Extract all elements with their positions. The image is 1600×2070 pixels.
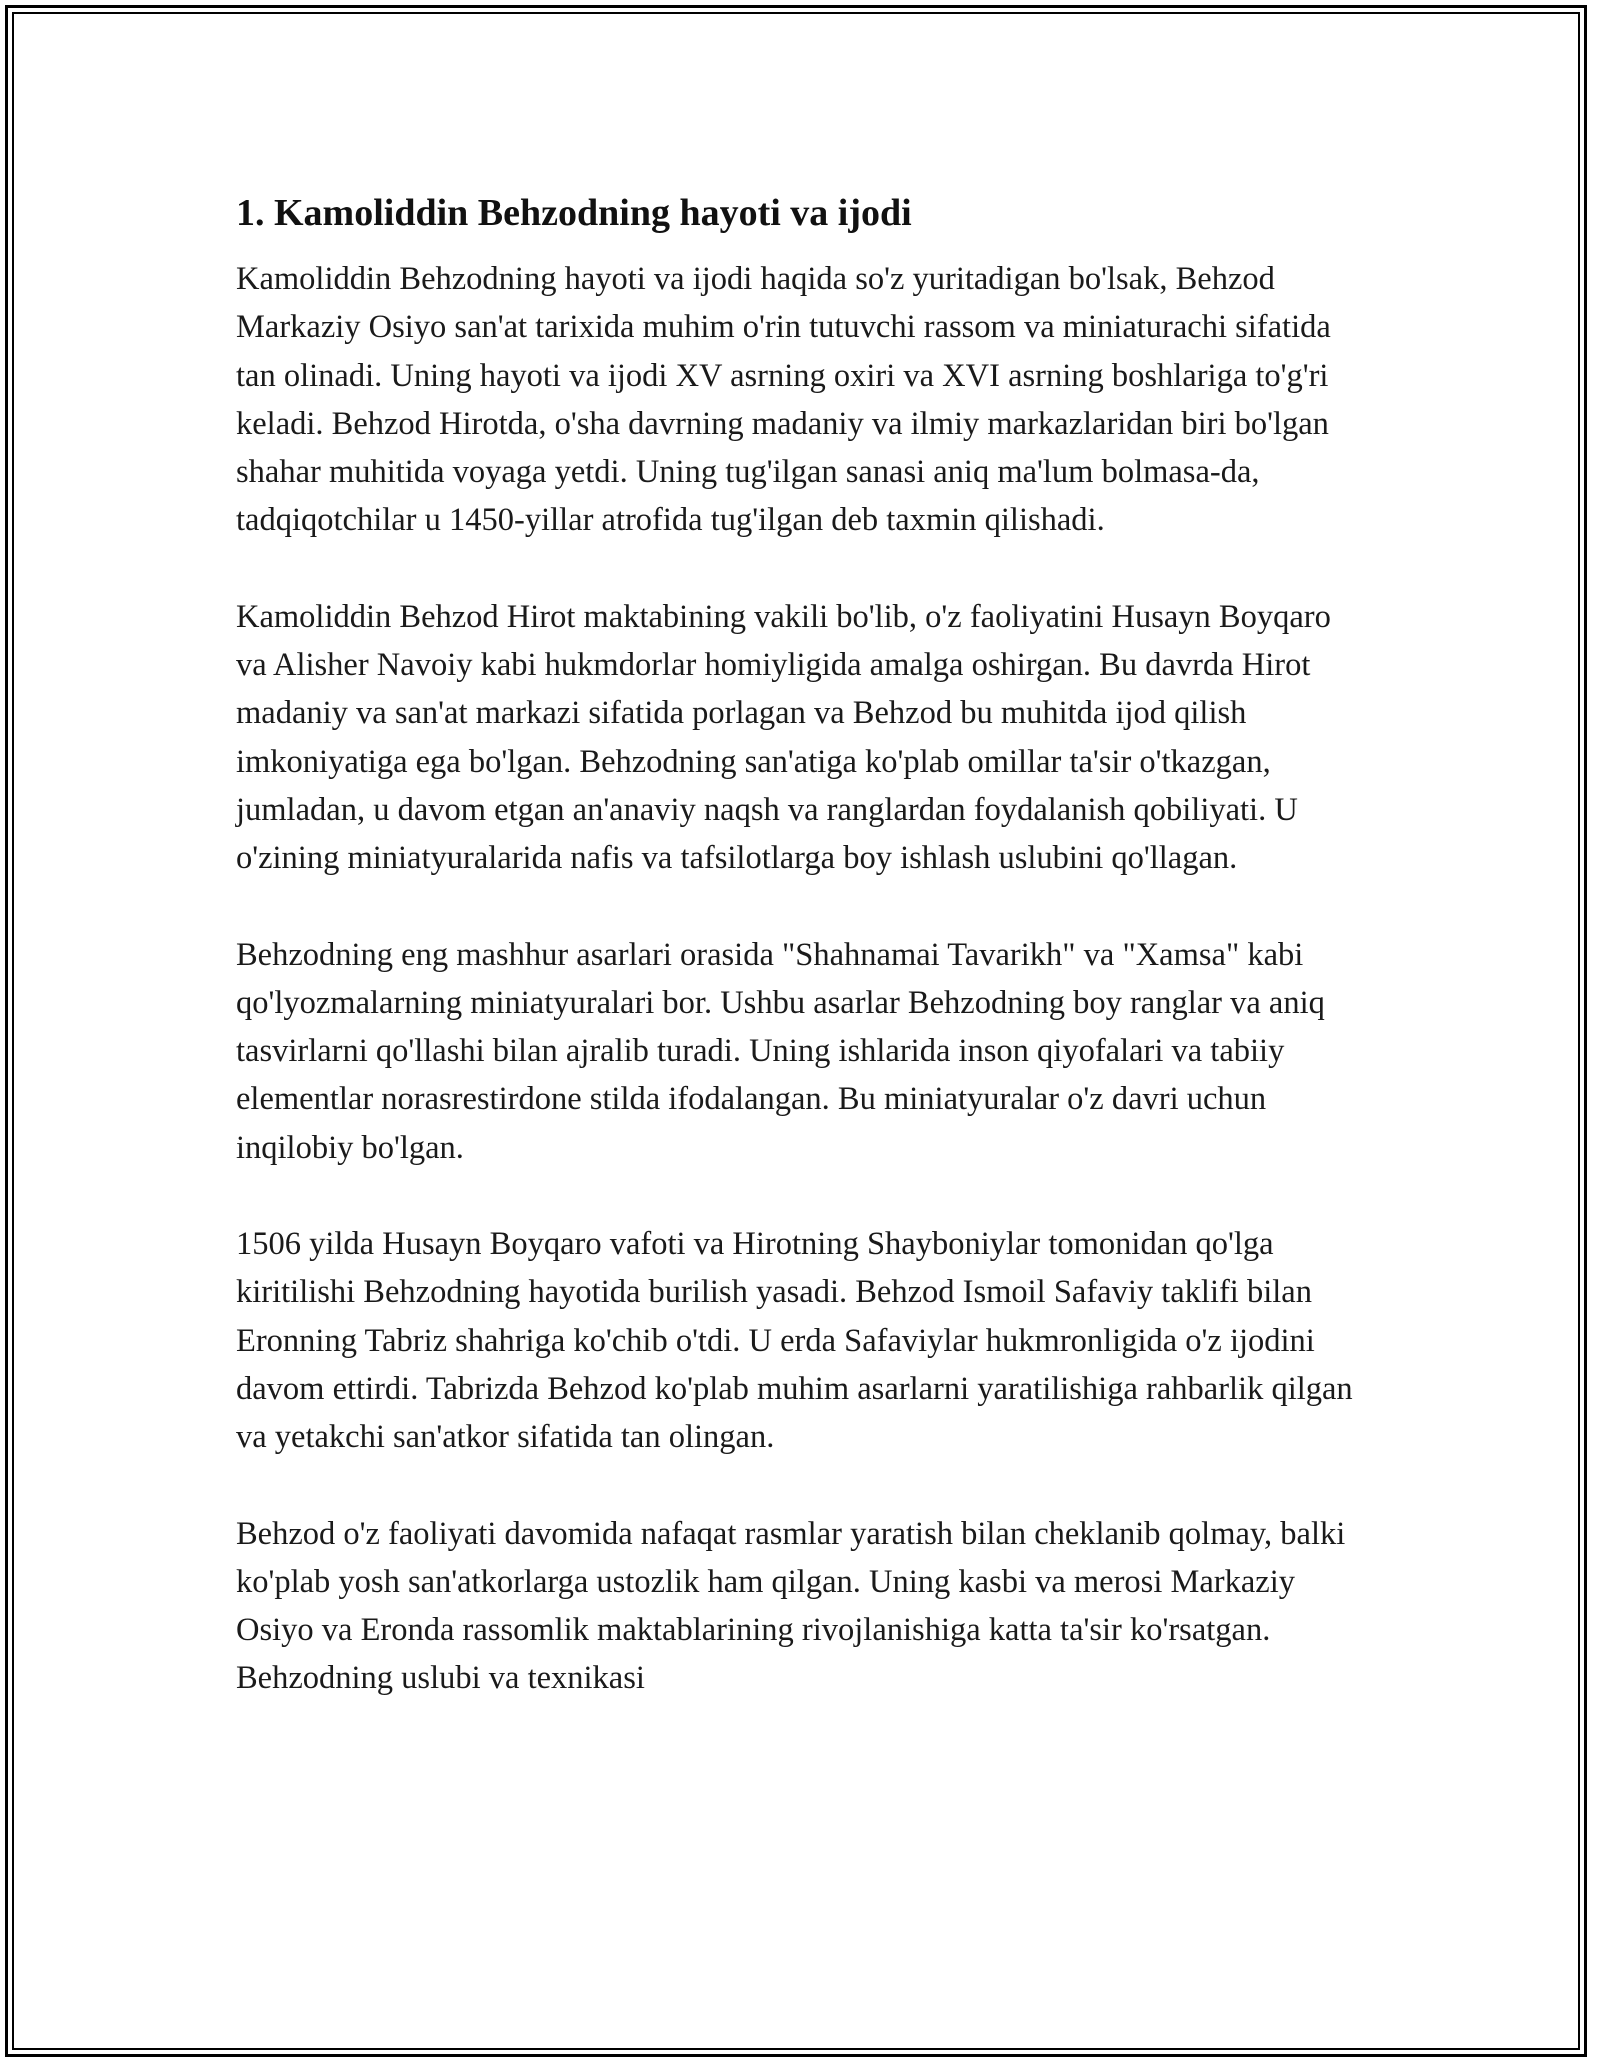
paragraph-2: Kamoliddin Behzod Hirot maktabining vakili bo'lib, o'z faoliyatini Husayn Boyqaro va Alisher Navoiy kabi hukmdorlar homiyligida amalga oshirgan. Bu davrda Hirot madaniy va san'at markazi sifatida porlagan va Behzod bu muhitda ijod qilish imkoniyatiga ega bo'lgan. Behzodning san'atiga ko'plab omillar ta'sir o'tkazgan, jumladan, u davom etgan an'anaviy naqsh va ranglardan foydalanish qobiliyati. U o'zining miniatyuralarida nafis va tafsilotlarga boy ishlash uslubini qo'llagan. [236,598,1331,877]
paragraph-1: Kamoliddin Behzodning hayoti va ijodi haqida so'z yuritadigan bo'lsak, Behzod Markaziy Osiyo san'at tarixida muhim o'rin tutuvchi rassom va miniaturachi sifatida tan olinadi. Uning hayoti va ijodi XV asrning oxiri va XVI asrning boshlariga to'g'ri keladi. Behzod Hirotda, o'sha davrning madaniy va ilmiy markazlaridan biri bo'lgan shahar muhitida voyaga yetdi. Uning tug'ilgan sanasi aniq ma'lum bolmasa-da, tadqiqotchilar u 1450-yillar atrofida tug'ilgan deb taxmin qilishadi. [236,261,1331,539]
paragraph-3: Behzodning eng mashhur asarlari orasida "Shahnamai Tavarikh" va "Xamsa" kabi qo'lyozmalarning miniatyuralari bor. Ushbu asarlar Behzodning boy ranglar va aniq tasvirlarni qo'llashi bilan ajralib turadi. Uning ishlarida inson qiyofalari va tabiiy elementlar norasrestirdone stilda ifodalangan. Bu miniatyuralar o'z davri uchun inqilobiy bo'lgan. [236,936,1325,1166]
paragraph-5: Behzod o'z faoliyati davomida nafaqat rasmlar yaratish bilan cheklanib qolmay, balki ko'plab yosh san'atkorlarga ustozlik ham qilgan. Uning kasbi va merosi Markaziy Osiyo va Eronda rassomlik maktablarining rivojlanishiga katta ta'sir ko'rsatgan. Behzodning uslubi va texnikasi [236,1515,1346,1697]
paragraph-4: 1506 yilda Husayn Boyqaro vafoti va Hirotning Shayboniylar tomonidan qo'lga kiritilishi Behzodning hayotida burilish yasadi. Behzod Ismoil Safaviy taklifi bilan Eronning Tabriz shahriga ko'chib o'tdi. U erda Safaviylar hukmronligida o'z ijodini davom ettirdi. Tabrizda Behzod ko'plab muhim asarlarni yaratilishiga rahbarlik qilgan va yetakchi san'atkor sifatida tan olingan. [236,1226,1353,1456]
page-title: 1. Kamoliddin Behzodning hayoti va ijodi [236,192,912,234]
document-body [236,185,1366,1751]
